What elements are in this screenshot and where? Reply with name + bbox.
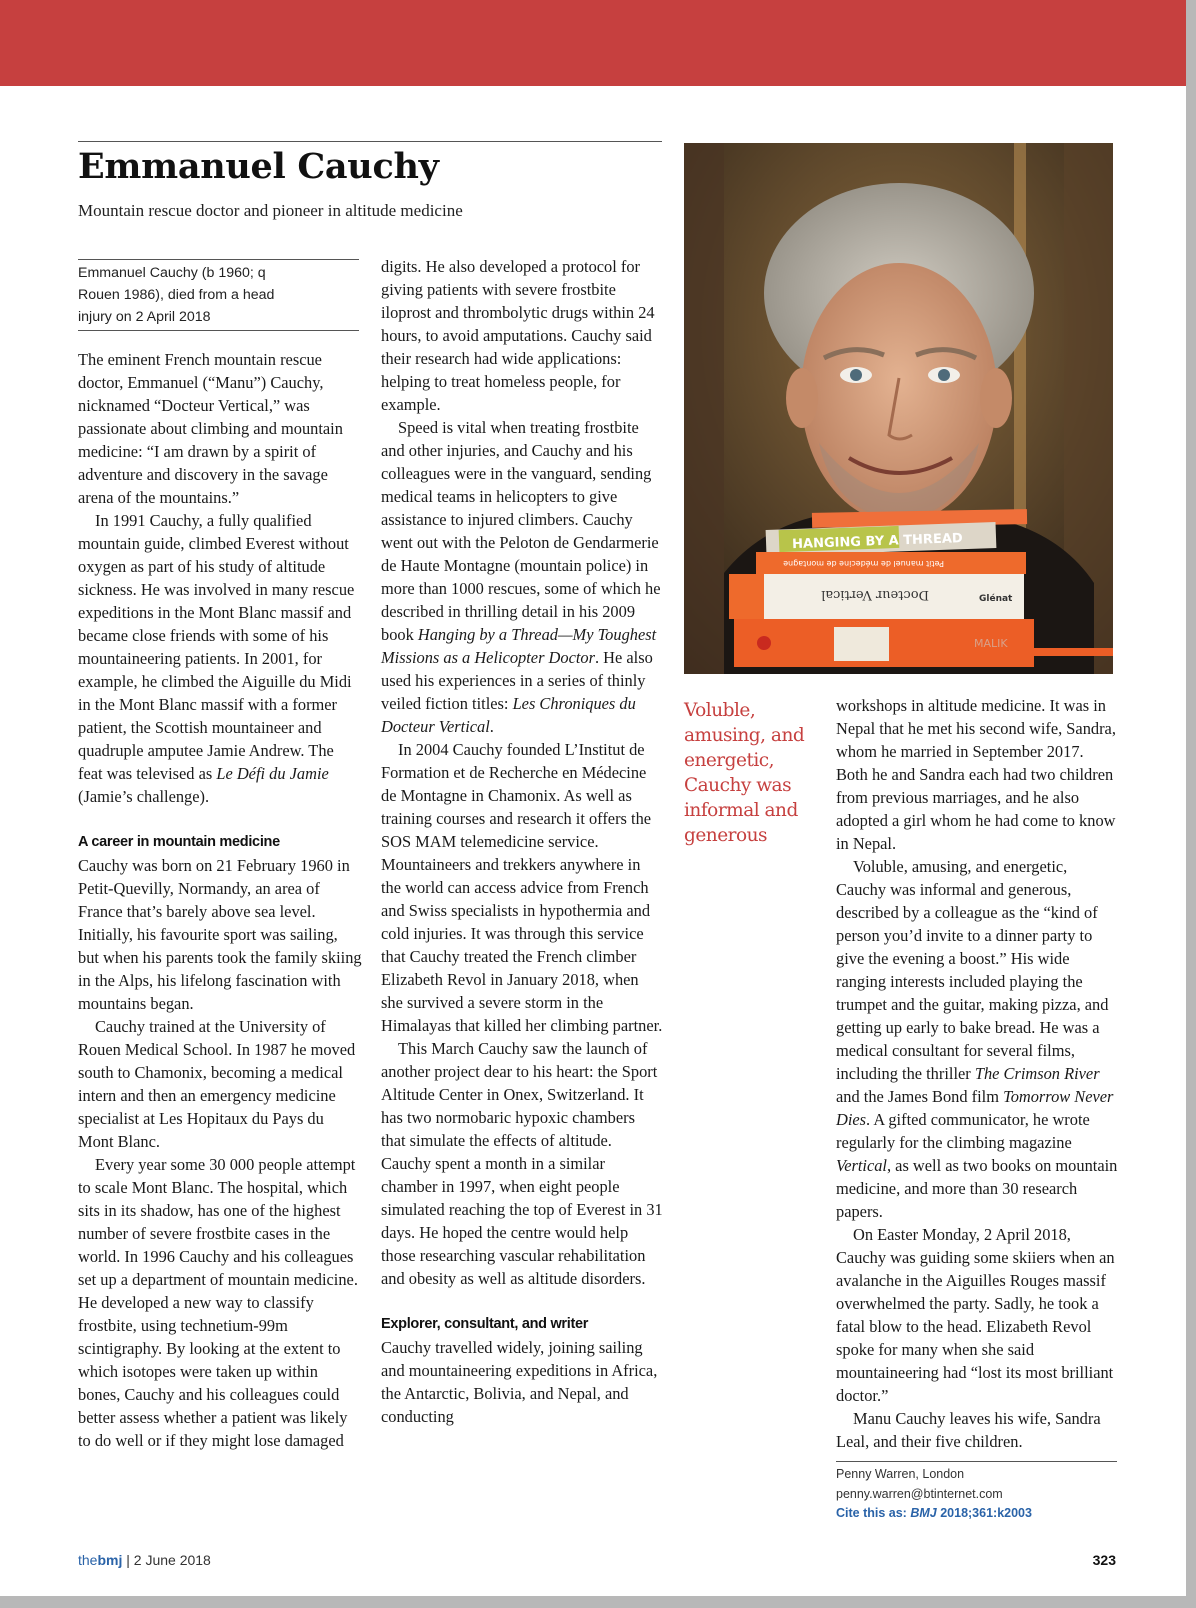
- page-number: 323: [1092, 1552, 1116, 1568]
- pull-quote-line: informal and: [684, 800, 798, 821]
- author-signature: [836, 1461, 1117, 1524]
- paragraph: Cauchy was born on 21 February 1960 in Petit-Quevilly, Normandy, an area of France that’s barely above sea level. Initially, his favourite sport was sailing, but when his parents took the family skiing in the Alps, his lifelong fascination with mountains began.: [78, 856, 362, 1013]
- paragraph: On Easter Monday, 2 April 2018, Cauchy was guiding some skiiers when an avalanche in the Aiguilles Rouges massif overwhelmed the party. Sadly, he took a fatal blow to the head. Elizabeth Revol spoke for many when she said mountaineering had “lost its most brilliant doctor.”: [836, 1225, 1115, 1405]
- paragraph: Manu Cauchy leaves his wife, Sandra Leal, and their five children.: [836, 1409, 1101, 1451]
- citation: Cite this as: BMJ 2018;361:k2003: [836, 1506, 1032, 1520]
- pull-quote-line: Cauchy was: [684, 775, 792, 796]
- infobox-line: Rouen 1986), died from a head: [78, 287, 275, 303]
- issue-date: | 2 June 2018: [122, 1552, 211, 1568]
- text-column-2: [381, 255, 663, 1428]
- paragraph: Every year some 30 000 people attempt to scale Mont Blanc. The hospital, which sits in its shadow, has one of the highest number of severe frostbite cases in the world. In 1996 Cauchy and his colleagues set up a department of mountain medicine. He developed a new way to classify frostbite, using technetium-99m scintigraphy. By looking at the extent to which isotopes were taken up within bones, Cauchy and his colleagues could better assess whether a patient was likely to do well or if they might lose damaged: [78, 1155, 358, 1450]
- paragraph: Cauchy trained at the University of Rouen Medical School. In 1987 he moved south to Chamonix, becoming a medical intern and then an emergency medicine specialist at Les Hopitaux du Pays du Mont Blanc.: [78, 1017, 356, 1151]
- book-title-hanging: HANGING BY A THREAD: [791, 531, 963, 553]
- face: [801, 263, 997, 523]
- pull-quote-line: Voluble,: [684, 700, 756, 721]
- book-title-docteur-vertical: Docteur Vertical: [821, 587, 929, 602]
- pull-quote-line: generous: [684, 825, 768, 846]
- author-email[interactable]: penny.warren@btinternet.com: [836, 1486, 1003, 1501]
- article-title: Emmanuel Cauchy: [78, 146, 439, 187]
- biographical-infobox: [78, 259, 359, 331]
- section-heading: Explorer, consultant, and writer: [381, 1316, 589, 1332]
- portrait-photo: [684, 143, 1113, 674]
- infobox-line: Emmanuel Cauchy (b 1960; q: [78, 265, 266, 281]
- title-rule: [78, 141, 662, 142]
- article-subtitle: Mountain rescue doctor and pioneer in altitude medicine: [78, 201, 463, 220]
- paragraph: Voluble, amusing, and energetic, Cauchy was informal and generous, described by a colleague as the “kind of person you’d invite to a dinner party to give the evening a boost.” His wide ranging interests included playing the trumpet and the guitar, making pizza, and getting up early to bake bread. He was a medical consultant for several films, including the thriller The Crimson River and the James Bond film Tomorrow Never Dies. A gifted communicator, he wrote regularly for the climbing magazine Vertical, as well as two books on mountain medicine, and more than 30 research papers.: [836, 857, 1118, 1221]
- journal-footer: [78, 1552, 211, 1568]
- book-publisher: Glénat: [979, 594, 1013, 604]
- pull-quote-line: energetic,: [684, 750, 775, 771]
- pull-quote-line: amusing, and: [684, 725, 805, 746]
- section-heading: A career in mountain medicine: [78, 834, 280, 850]
- portrait-illustration: [684, 143, 1113, 674]
- paragraph: Cauchy travelled widely, joining sailing and mountaineering expeditions in Africa, the Antarctic, Bolivia, and Nepal, and conducting: [381, 1338, 658, 1426]
- author-name: Penny Warren, London: [836, 1467, 965, 1481]
- paragraph: This March Cauchy saw the launch of another project dear to his heart: the Sport Altitude Center in Onex, Switzerland. It has two normobaric hypoxic chambers that simulate the effects of altitude. Cauchy spent a month in a similar chamber in 1997, when eight people simulated reaching the top of Everest in 31 days. He hoped the centre would help those researching vascular rehabilitation and obesity as well as altitude disorders.: [381, 1039, 663, 1288]
- paragraph: workshops in altitude medicine. It was in Nepal that he met his second wife, Sandra, whom he married in September 2017. Both he and Sandra each had two children from previous marriages, and he also adopted a girl whom he had come to know in Nepal.: [836, 696, 1116, 853]
- header-band: [0, 0, 1186, 86]
- text-column-3: [836, 694, 1118, 1453]
- infobox-line: injury on 2 April 2018: [78, 309, 211, 325]
- paragraph: In 1991 Cauchy, a fully qualified mountain guide, climbed Everest without oxygen as part of his study of altitude sickness. He was involved in many rescue expeditions in the Mont Blanc massif and became close friends with some of his mountaineering patients. In 2001, for example, he climbed the Aiguille du Midi in the Mont Blanc massif with a former patient, the Scottish mountaineer and quadruple amputee Jamie Andrew. The feat was televised as Le Défi du Jamie (Jamie’s challenge).: [78, 511, 355, 806]
- paragraph: digits. He also developed a protocol for giving patients with severe frostbite iloprost and thrombolytic drugs within 24 hours, to avoid amputations. Cauchy said their research had wide applications: helping to treat homeless people, for example.: [381, 257, 655, 414]
- paragraph: The eminent French mountain rescue doctor, Emmanuel (“Manu”) Cauchy, nicknamed “Docteur Vertical,” was passionate about climbing and mountain medicine: “I am drawn by a spirit of adventure and discovery in the savage arena of the mountains.”: [78, 350, 343, 507]
- book-title-malik: MALIK: [974, 637, 1008, 650]
- book-title-petit-manuel: Petit manuel de médecine de montagne: [783, 559, 944, 568]
- paragraph: In 2004 Cauchy founded L’Institut de Formation et de Recherche en Médecine de Montagne in Chamonix. As well as training courses and research it offers the SOS MAM telemedicine service. Mountaineers and trekkers anywhere in the world can access advice from French and Swiss specialists in hypothermia and cold injuries. It was through this service that Cauchy treated the French climber Elizabeth Revol in January 2018, when she survived a severe storm in the Himalayas that killed her climbing partner.: [381, 740, 663, 1035]
- paragraph: Speed is vital when treating frostbite and other injuries, and Cauchy and his colleagues were in the vanguard, sending medical teams in helicopters to give assistance to injured climbers. Cauchy went out with the Peloton de Gendarmerie de Haute Montagne (mountain police) in more than 1000 rescues, some of which he described in thrilling detail in his 2009 book Hanging by a Thread—My Toughest Missions as a Helicopter Doctor. He also used his experiences in a series of thinly veiled fiction titles: Les Chroniques du Docteur Vertical.: [381, 418, 661, 736]
- brand-the: the: [78, 1552, 98, 1568]
- pull-quote: [684, 698, 814, 848]
- text-column-1: [78, 348, 362, 1452]
- brand-bmj: bmj: [97, 1552, 123, 1568]
